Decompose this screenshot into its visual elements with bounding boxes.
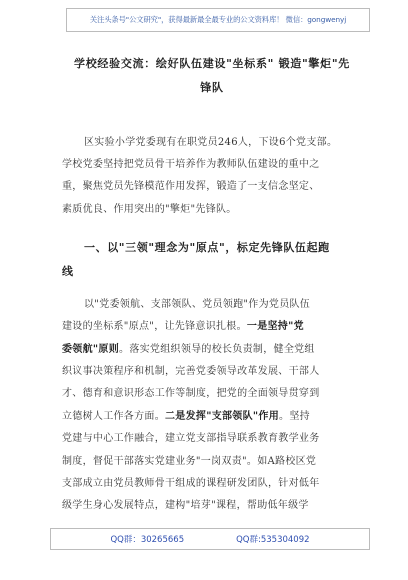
body-line-4: 织议事决策程序和机制，完善党委领导改革发展、干部人 bbox=[62, 366, 320, 377]
point-two-label: 二是发挥"支部领队"作用 bbox=[165, 411, 280, 422]
document-title-line-2: 锋队 bbox=[200, 81, 224, 94]
body-line-5: 才、德育和意识形态工作等制度，把党的全面领导贯穿到 bbox=[62, 388, 320, 399]
intro-line-1: 区实验小学党委现有在职党员246人，下设6个党支部。 bbox=[84, 137, 338, 148]
footer-banner bbox=[50, 528, 370, 550]
body-line-2 bbox=[62, 321, 304, 333]
section-heading-line-1: 一、以"三领"理念为"原点"，标定先锋队伍起跑 bbox=[84, 241, 330, 254]
footer-qq-group-1: QQ群：30265665 bbox=[110, 535, 185, 545]
body-line-3-text: 。落实党组织领导的校长负责制，健全党组 bbox=[119, 344, 315, 355]
intro-line-4: 素质优良、作用突出的"擎炬"先锋队。 bbox=[62, 204, 237, 215]
intro-line-2: 学校党委坚持把党员骨干培养作为教师队伍建设的重中之 bbox=[62, 159, 320, 170]
footer-qq-group-2: QQ群:535304092 bbox=[236, 535, 310, 545]
body-line-1: 以"党委领航、支部领队、党员领跑"作为党员队伍 bbox=[84, 299, 311, 310]
header-banner bbox=[66, 8, 370, 32]
body-line-7: 党建与中心工作融合，建立党支部指导联系教育教学业务 bbox=[62, 433, 320, 444]
body-line-10: 级学生身心发展特点，建构"培芽"课程，帮助低年级学 bbox=[62, 500, 309, 511]
body-line-3 bbox=[62, 344, 315, 356]
document-title-line-1: 学校经验交流：绘好队伍建设"坐标系" 锻造"擎炬"先 bbox=[74, 57, 350, 70]
body-line-6-text: 立德树人工作各方面。 bbox=[62, 411, 165, 422]
intro-line-3: 重，聚焦党员先锋模范作用发挥，锻造了一支信念坚定、 bbox=[62, 181, 320, 192]
section-heading-line-2: 线 bbox=[62, 265, 74, 278]
header-banner-text: 关注头条号"公文研究"，获得最新最全最专业的公文资料库！ 微信：gongwenyj bbox=[89, 15, 347, 24]
body-line-8: 制度，督促干部落实党建业务"一岗双责"。如A路校区党 bbox=[62, 456, 317, 467]
body-line-2-text: 建设的坐标系"原点"，让先锋意识扎根。 bbox=[62, 321, 247, 332]
body-line-6-tail: 。坚持 bbox=[279, 411, 310, 422]
body-line-9: 支部成立由党员教师骨干组成的课程研发团队，针对低年 bbox=[62, 478, 320, 489]
point-one-label-cont: 委领航"原则 bbox=[62, 344, 120, 355]
body-line-6 bbox=[62, 411, 310, 423]
point-one-label: 一是坚持"党 bbox=[246, 321, 304, 332]
